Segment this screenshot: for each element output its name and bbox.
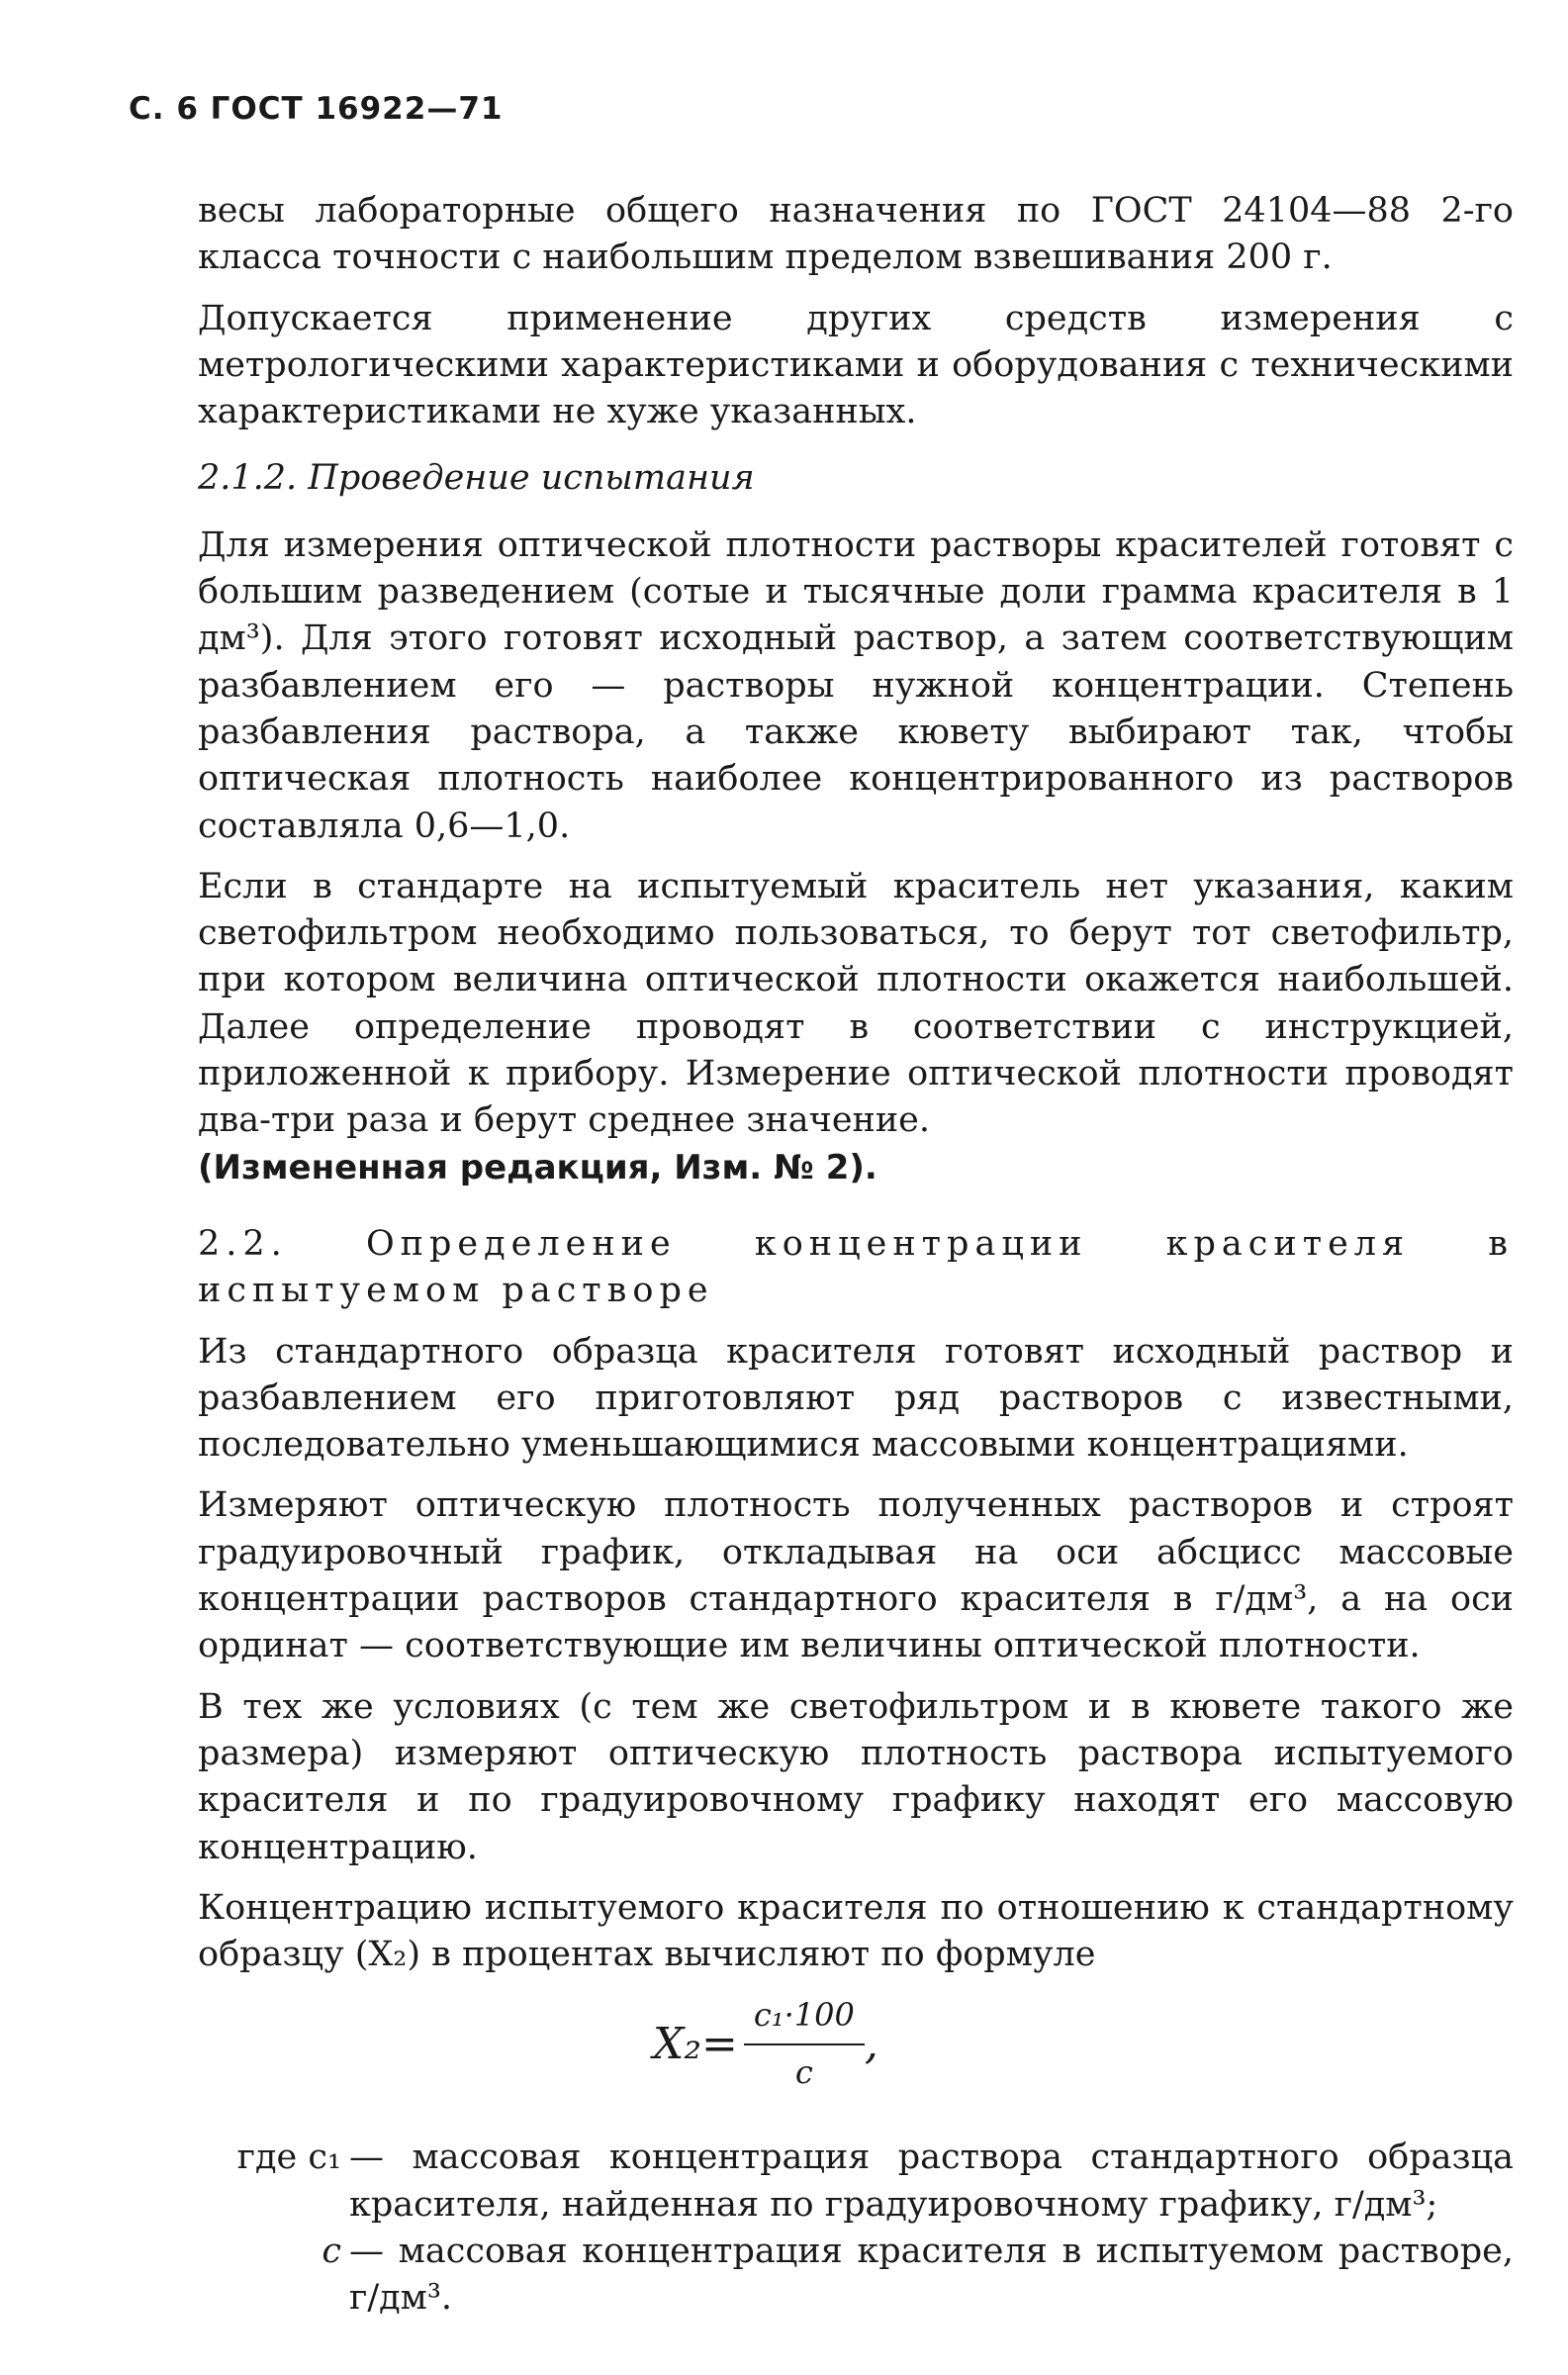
definition-label: где c₁ [236,2138,341,2178]
formula-x2 [198,1992,1514,2111]
formula-definitions [158,2135,1514,2322]
page-header: С. 6 ГОСТ 16922—71 [129,91,504,127]
definition-c1 [158,2135,1514,2229]
paragraph-calibration-graph: Измеряют оптическую плотность полученных растворов и строят градуировочный график, откладывая на оси абсцисс массовые концентрации растворов стандартного красителя в г/дм³, а на оси ординат — соответствующие им величины оптической плотности. [198,1485,1514,1666]
paragraph-test-conditions: В тех же условиях (с тем же светофильтром и в кювете такого же размера) измеряют оптическую плотность раствора испытуемого красителя и по градуировочному графику находят его массовую концентрацию. [198,1686,1514,1867]
paragraph-allowed-instruments: Допускается применение других средств измерения с метрологическими характеристиками и оборудования с техническими характеристиками не хуже указанных. [198,298,1514,432]
definition-text: — массовая концентрация красителя в испытуемом растворе, г/дм³. [349,2231,1514,2319]
amendment-note: (Измененная редакция, Изм. № 2). [198,1147,877,1188]
definition-text: — массовая концентрация раствора стандартного образца красителя, найденная по градуировочному графику, г/дм³; [349,2138,1514,2225]
formula-numerator: c₁·100 [744,1992,865,2044]
definition-c [158,2229,1514,2323]
formula-trailing-comma: , [864,2019,878,2070]
formula-denominator: c [794,2052,813,2091]
document-body [198,188,1514,2323]
formula-fraction [744,1992,865,2096]
paragraph-optical-density-preparation: Для измерения оптической плотности растворы красителей готовят с большим разведением (сотые и тысячные доли грамма красителя в 1 дм³). Для этого готовят исходный раствор, а затем соответствующим разбавлением его — растворы нужной концентрации. Степень разбавления раствора, а также кювету выбирают так, чтобы оптическая плотность наиболее концентрированного из растворов составляла 0,6—1,0. [198,524,1514,846]
paragraph-equipment-scales: весы лабораторные общего назначения по ГОСТ 24104—88 2-го класса точности с наибольшим пределом взвешивания 200 г. [198,191,1514,278]
section-2-1-2-title: 2.1.2. Проведение испытания [198,458,755,499]
paragraph-concentration-formula-intro: Концентрацию испытуемого красителя по отношению к стандартному образцу (X₂) в процентах вычисляют по формуле [198,1887,1514,1975]
definition-label: c [322,2231,341,2271]
formula-lhs: X₂= [653,2019,738,2070]
paragraph-standard-sample: Из стандартного образца красителя готовят исходный раствор и разбавлением его приготовляют ряд растворов с известными, последовательно уменьшающимися массовыми концентрациями. [198,1331,1514,1466]
section-2-2-title: 2.2. Определение концентрации красителя в испытуемом растворе [198,1223,1514,1311]
paragraph-filter-selection: Если в стандарте на испытуемый краситель нет указания, каким светофильтром необходимо пользоваться, то берут тот светофильтр, при котором величина оптической плотности окажется наибольшей. Далее определение проводят в соответствии с инструкцией, приложенной к прибору. Измерение оптической плотности проводят два-три раза и берут среднее значение. [198,866,1514,1141]
